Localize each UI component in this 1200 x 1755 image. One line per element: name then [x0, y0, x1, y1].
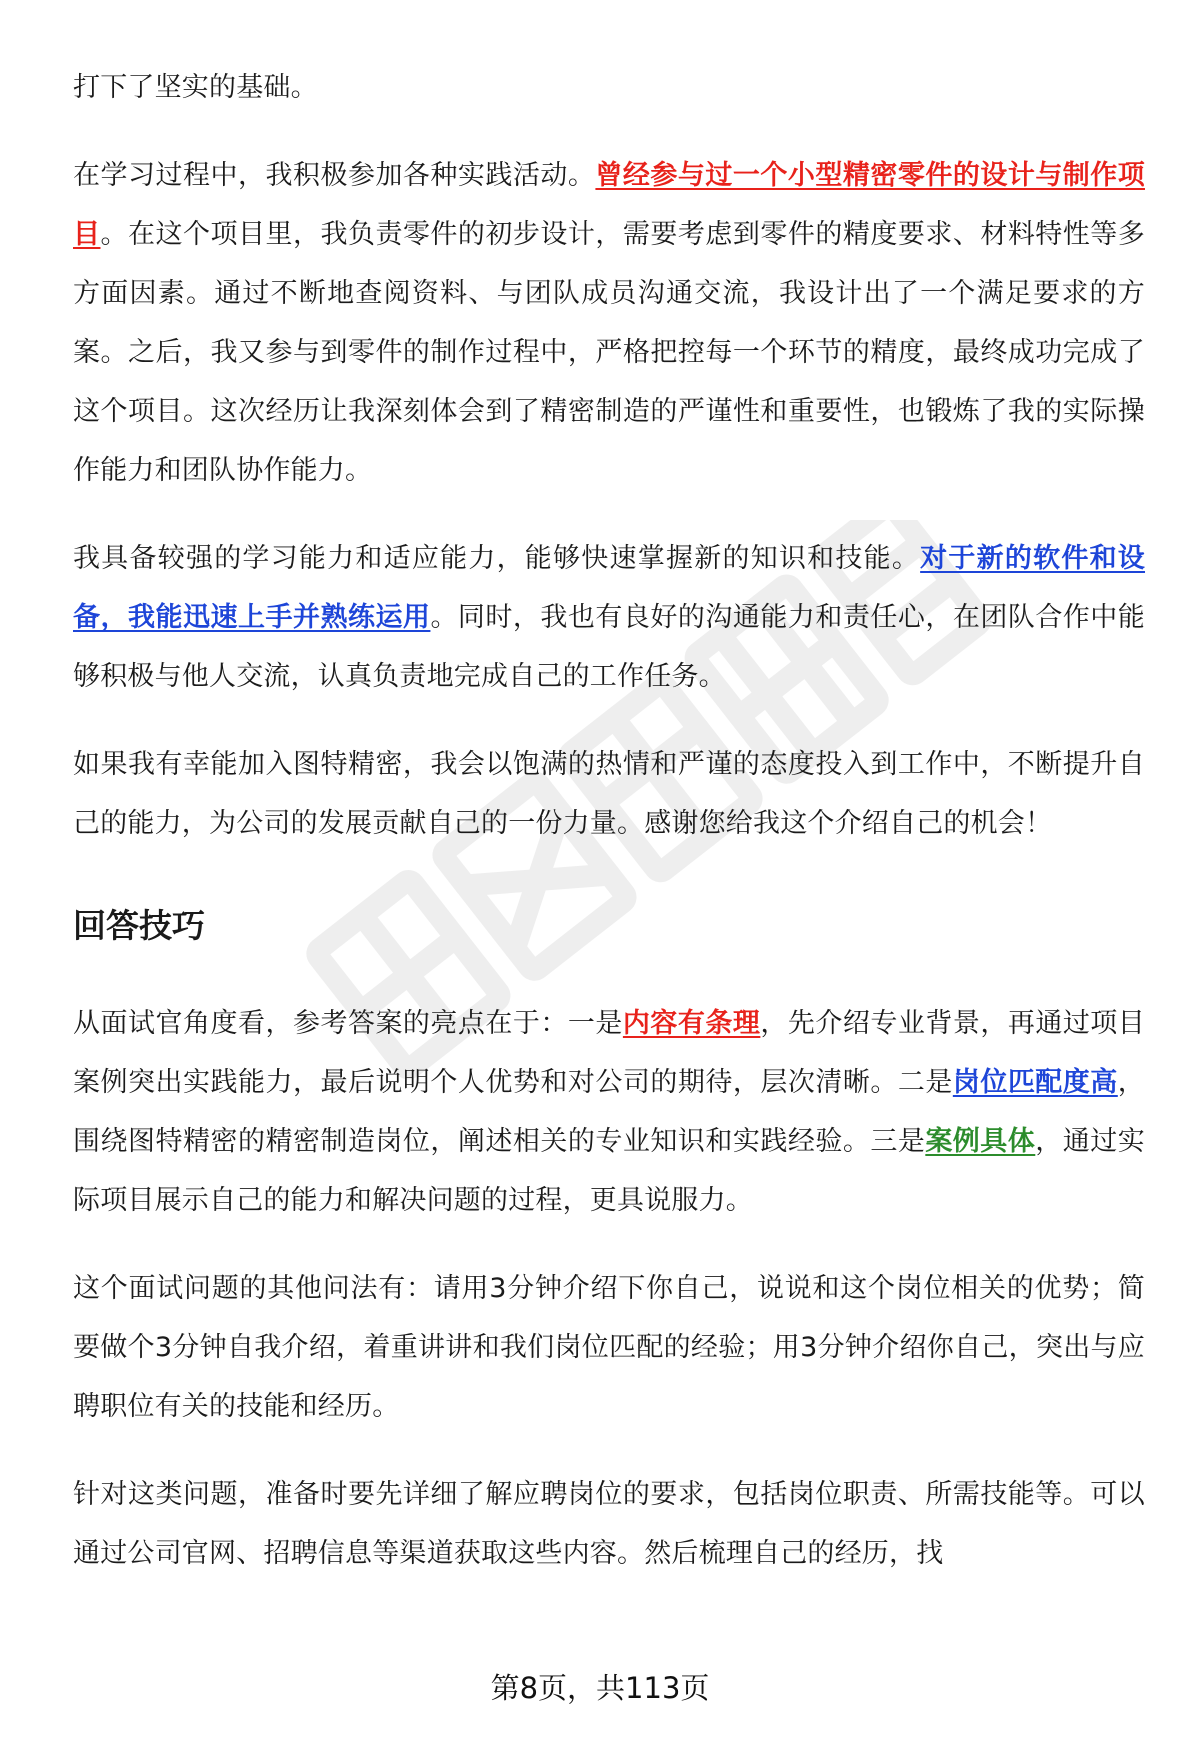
highlight-red-organized: 内容有条理	[622, 1008, 761, 1039]
paragraph-text: ，通过实际项目展示自己的能力和解决问题的过程，更具说服力。	[73, 1126, 1145, 1216]
paragraph-answer-highlights	[73, 994, 1145, 1230]
highlight-red-project: 曾经参与过一个小型精密零件的设计与制作项目	[73, 160, 1145, 250]
paragraph-closing	[73, 735, 1145, 853]
paragraph-text: ，先介绍专业背景，再通过项目案例突出实践能力，最后说明个人优势和对公司的期待，层次清晰。二是	[73, 1008, 1146, 1098]
paragraph-text: 从面试官角度看，参考答案的亮点在于：一是	[73, 1008, 623, 1039]
paragraph-text: 这个面试问题的其他问法有：请用3分钟介绍下你自己，说说和这个岗位相关的优势；简要做个3分钟自我介绍，着重讲讲和我们岗位匹配的经验；用3分钟介绍你自己，突出与应聘职位有关的技能和经历。	[73, 1273, 1145, 1422]
paragraph-text: 我具备较强的学习能力和适应能力，能够快速掌握新的知识和技能。	[73, 543, 921, 574]
highlight-blue-job-match: 岗位匹配度高	[952, 1067, 1118, 1098]
highlight-blue-software: 对于新的软件和设备，我能迅速上手并熟练运用	[73, 543, 1146, 633]
page-number-footer: 第8页，共113页	[490, 1671, 710, 1705]
paragraph-text: 打下了坚实的基础。	[73, 72, 318, 103]
paragraph-intro-tail	[73, 58, 1145, 117]
paragraph-text: 。同时，我也有良好的沟通能力和责任心，在团队合作中能够积极与他人交流，认真负责地完成自己的工作任务。	[73, 602, 1145, 692]
highlight-green-specific-case: 案例具体	[925, 1126, 1036, 1157]
paragraph-text: 如果我有幸能加入图特精密，我会以饱满的热情和严谨的态度投入到工作中，不断提升自己的能力，为公司的发展贡献自己的一份力量。感谢您给我这个介绍自己的机会！	[73, 749, 1145, 839]
paragraph-text: 。在这个项目里，我负责零件的初步设计，需要考虑到零件的精度要求、材料特性等多方面因素。通过不断地查阅资料、与团队成员沟通交流，我设计出了一个满足要求的方案。之后，我又参与到零件的制作过程中，严格把控每一个环节的精度，最终成功完成了这个项目。这次经历让我深刻体会到了精密制造的严谨性和重要性，也锻炼了我的实际操作能力和团队协作能力。	[73, 219, 1145, 486]
paragraph-learning-ability	[73, 529, 1145, 706]
paragraph-preparation	[73, 1465, 1145, 1583]
paragraph-text: 在学习过程中，我积极参加各种实践活动。	[73, 160, 596, 191]
section-heading: 回答技巧	[73, 906, 205, 945]
paragraph-text: 针对这类问题，准备时要先详细了解应聘岗位的要求，包括岗位职责、所需技能等。可以通过公司官网、招聘信息等渠道获取这些内容。然后梳理自己的经历，找	[73, 1479, 1145, 1569]
document-body	[73, 58, 1145, 1612]
paragraph-other-questions	[73, 1259, 1145, 1436]
paragraph-practice-project	[73, 146, 1145, 500]
paragraph-text: ，围绕图特精密的精密制造岗位，阐述相关的专业知识和实践经验。三是	[73, 1067, 1145, 1157]
